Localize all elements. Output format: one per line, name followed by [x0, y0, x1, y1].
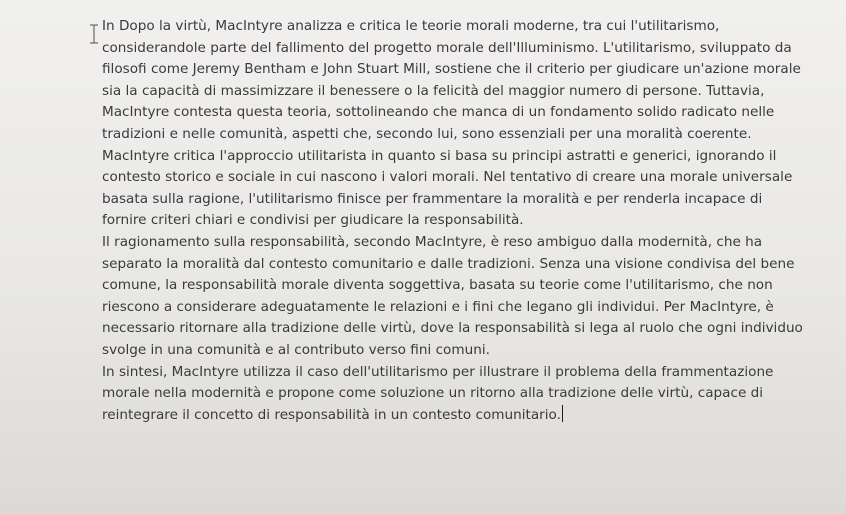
text-line: morale nella modernità e propone come soluzione un ritorno alla tradizione delle virtù, capace di — [102, 385, 764, 402]
paragraph-1 — [102, 16, 842, 232]
text-line: In Dopo la virtù, MacIntyre analizza e critica le teorie morali moderne, tra cui l'utilitarismo, — [102, 18, 720, 34]
text-line: In sintesi, MacIntyre utilizza il caso dell'utilitarismo per illustrare il problema della frammentazione — [102, 363, 774, 380]
text-line: contesto storico e sociale in cui nascono i valori morali. Nel tentativo di creare una morale universale — [102, 169, 793, 186]
text-line: separato la moralità dal contesto comunitario e dalle tradizioni. Senza una visione condivisa del bene — [102, 255, 795, 272]
text-line: considerandole parte del fallimento del progetto morale dell'Illuminismo. L'utilitarismo, sviluppato da — [102, 39, 792, 56]
text-line: svolge in una comunità e al contributo verso fini comuni. — [102, 341, 490, 358]
text-line: fornire criteri chiari e condivisi per giudicare la responsabilità. — [102, 212, 524, 229]
text-line-content: reintegrare il concetto di responsabilità in un contesto comunitario. — [102, 406, 561, 423]
text-line-last — [102, 405, 842, 427]
document-text[interactable] — [102, 16, 842, 426]
text-line: filosofi come Jeremy Bentham e John Stuart Mill, sostiene che il criterio per giudicare un'azione morale — [102, 61, 801, 78]
i-beam-cursor-icon — [88, 24, 100, 44]
text-line: riescono a considerare adeguatamente le relazioni e i fini che legano gli individui. Per MacIntyre, è — [102, 298, 774, 315]
paragraph-2 — [102, 232, 842, 362]
text-line: Il ragionamento sulla responsabilità, secondo MacIntyre, è reso ambiguo dalla modernità, che ha — [102, 233, 763, 250]
text-line: comune, la responsabilità morale diventa soggettiva, basata su teorie come l'utilitarismo, che non — [102, 277, 773, 294]
text-line: tradizioni e nelle comunità, aspetti che, secondo lui, sono essenziali per una moralità coerente. — [102, 125, 752, 142]
text-line: MacIntyre contesta questa teoria, sottolineando che manca di un fondamento solido radicato nelle — [102, 104, 775, 121]
text-line: basata sulla ragione, l'utilitarismo finisce per frammentare la moralità e per renderla incapace di — [102, 190, 763, 207]
text-line: MacIntyre critica l'approccio utilitarista in quanto si basa su principi astratti e generici, ignorando il — [102, 147, 777, 164]
text-line: sia la capacità di massimizzare il benessere o la felicità del maggior numero di persone. Tuttavia, — [102, 82, 765, 99]
text-caret — [562, 405, 563, 422]
paragraph-3 — [102, 362, 842, 427]
text-line: necessario ritornare alla tradizione delle virtù, dove la responsabilità si lega al ruolo che ogni individuo — [102, 320, 803, 337]
